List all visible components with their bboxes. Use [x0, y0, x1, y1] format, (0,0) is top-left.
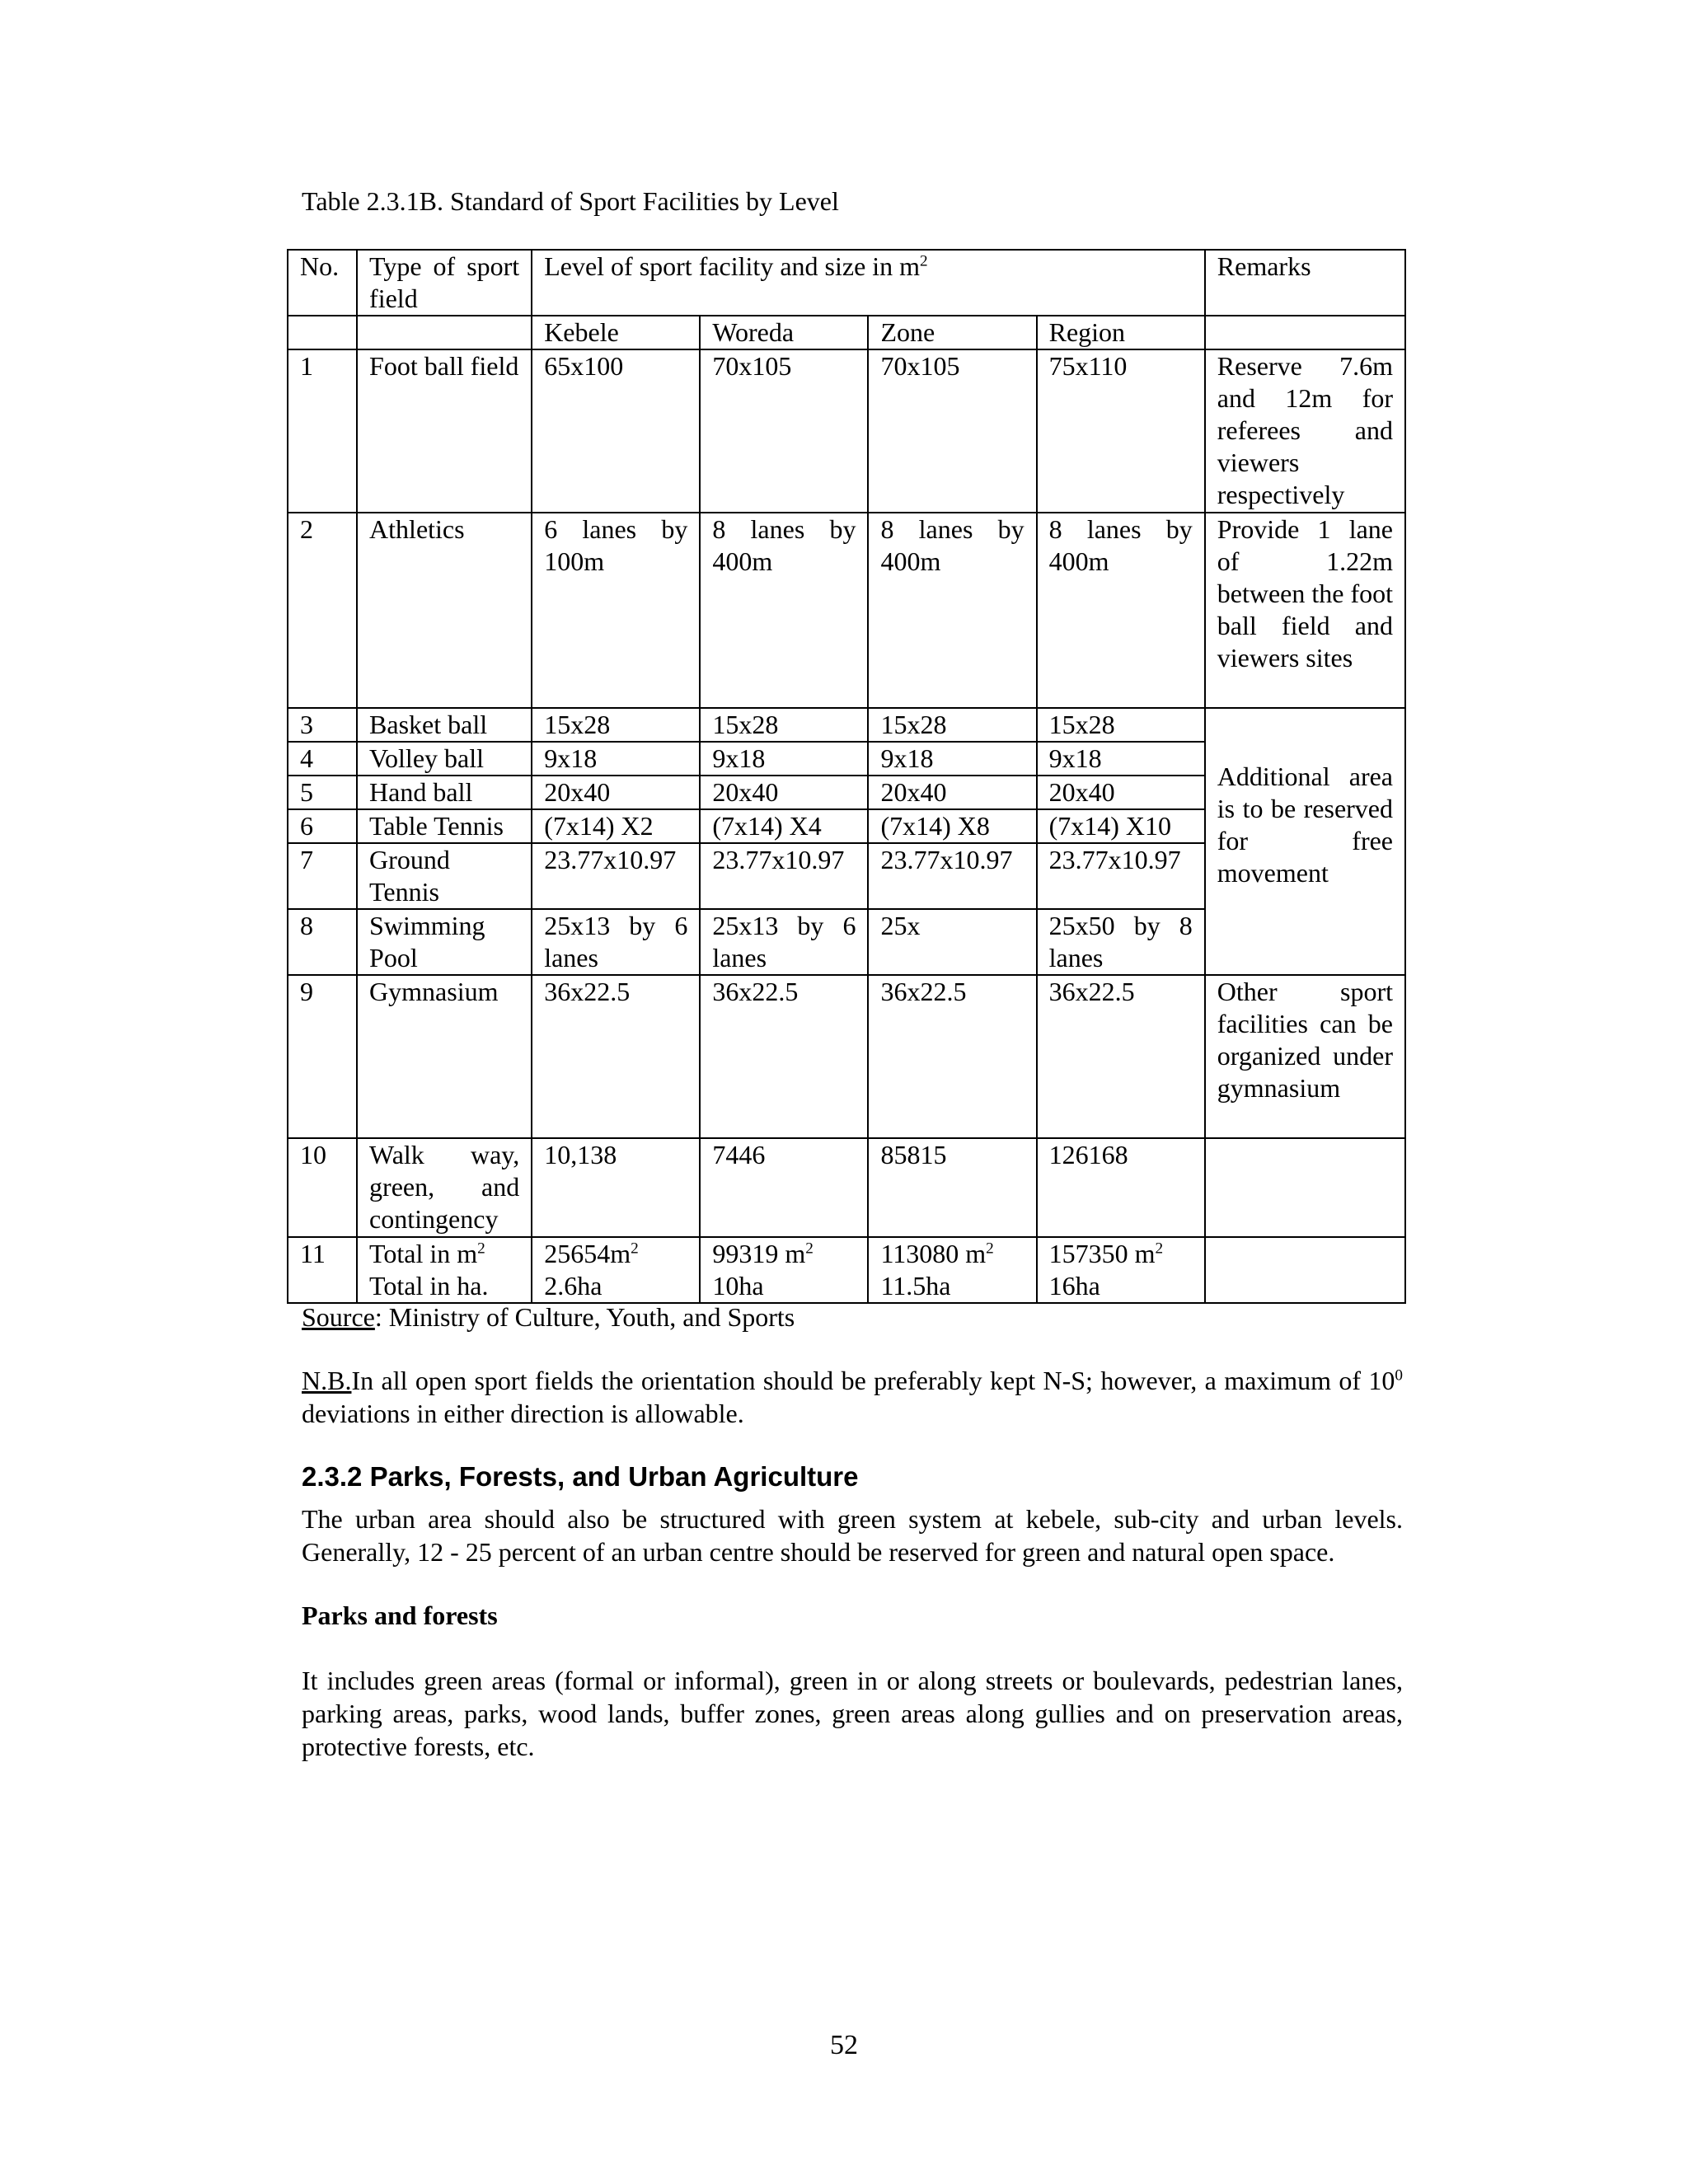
- level-region: Region: [1037, 316, 1205, 349]
- subheading-parks-forests: Parks and forests: [302, 1601, 498, 1630]
- sport-facilities-table: [287, 249, 1406, 1304]
- header-remarks: Remarks: [1205, 250, 1405, 316]
- level-woreda: Woreda: [700, 316, 868, 349]
- header-level: Level of sport facility and size in $m^2$: [532, 250, 1205, 316]
- level-kebele: Kebele: [532, 316, 700, 349]
- table-row: 4 Volley ball 9x18 9x18 9x18 9x18: [288, 742, 1405, 776]
- header-type: Type of sport field: [357, 250, 532, 316]
- table-row: 5 Hand ball 20x40 20x40 20x40 20x40: [288, 776, 1405, 809]
- paragraph-parks-forests: It includes green areas (formal or informal), green in or along streets or boulevards, pedestrian lanes, parking areas, parks, wood lands, buffer zones, green areas along gullies and on preservation areas, protective forests, etc.: [302, 1666, 1403, 1761]
- table-header-row: [288, 250, 1405, 316]
- header-no: No.: [288, 250, 357, 316]
- table-row: 9 Gymnasium 36x22.5 36x22.5 36x22.5 36x22.5 Other sport facilities can be organized under gymnasium: [288, 975, 1405, 1138]
- table-total-row: 11 Total in $m^2$ Total in ha. $25654m^2$ 2.6ha 99319 $m^2$ 10ha 113080 $m^2$ 11.5ha 157350 $m^2$ 16ha: [288, 1237, 1405, 1303]
- table-row: 3 Basket ball 15x28 15x28 15x28 15x28 Additional area is to be reserved for free movement: [288, 708, 1405, 742]
- table-row: 8 Swimming Pool 25x13 by 6 lanes 25x13 by 6 lanes 25x 25x50 by 8 lanes: [288, 909, 1405, 975]
- orientation-note: N.B.In all open sport fields the orientation should be preferably kept N-S; however, a maximum of $10^0$ deviations in either direction is allowable.: [302, 1366, 1403, 1428]
- merged-remark: Additional area is to be reserved for free movement: [1205, 708, 1405, 975]
- table-level-row: [288, 316, 1405, 349]
- level-zone: Zone: [868, 316, 1036, 349]
- table-caption: Table 2.3.1B. Standard of Sport Facilities by Level: [302, 186, 839, 216]
- total-woreda: 99319 $m^2$ 10ha: [700, 1237, 868, 1303]
- paragraph-green-system: The urban area should also be structured with green system at kebele, sub-city and urban levels. Generally, 12 - 25 percent of an urban centre should be reserved for green and natural open space.: [302, 1504, 1403, 1567]
- total-type: Total in $m^2$ Total in ha.: [357, 1237, 532, 1303]
- total-kebele: $25654m^2$ 2.6ha: [532, 1237, 700, 1303]
- table-row: 6 Table Tennis (7x14) X2 (7x14) X4 (7x14) X8 (7x14) X10: [288, 809, 1405, 843]
- table-row: 1 Foot ball field 65x100 70x105 70x105 75x110 Reserve 7.6m and 12m for referees and viewers respectively: [288, 349, 1405, 513]
- section-heading: 2.3.2 Parks, Forests, and Urban Agriculture: [302, 1461, 859, 1492]
- table-row: 7 Ground Tennis 23.77x10.97 23.77x10.97 23.77x10.97 23.77x10.97: [288, 843, 1405, 909]
- table-source: Source: Ministry of Culture, Youth, and Sports: [302, 1302, 795, 1332]
- table-row: 10 Walk way, green, and contingency 10,138 7446 85815 126168: [288, 1138, 1405, 1237]
- table-row: 2 Athletics 6 lanes by 100m 8 lanes by 400m 8 lanes by 400m 8 lanes by 400m Provide 1 lane of 1.22m between the foot ball field and viewers sites: [288, 513, 1405, 708]
- page-number: 52: [830, 2030, 858, 2060]
- total-zone: 113080 $m^2$ 11.5ha: [868, 1237, 1036, 1303]
- total-region: 157350 $m^2$ 16ha: [1037, 1237, 1205, 1303]
